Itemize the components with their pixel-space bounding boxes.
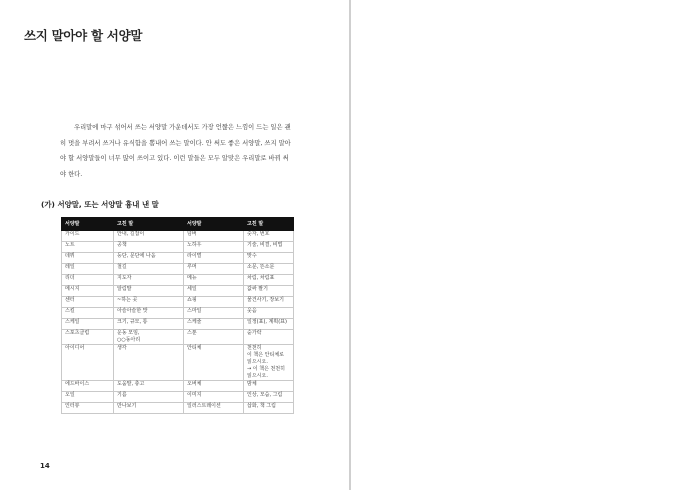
korean-word-cell: 소문, 뜬소문 — [244, 264, 294, 275]
vocab-row — [62, 297, 294, 308]
korean-word-cell: 크기, 규모, 통 — [114, 319, 184, 330]
foreign-word-cell: 레일 — [62, 264, 114, 275]
vocab-row — [62, 275, 294, 286]
korean-word-cell: 공책 — [114, 242, 184, 253]
korean-word-cell: 기술, 비결, 비법 — [244, 242, 294, 253]
left-page — [0, 0, 349, 490]
korean-word-cell: 값싸 팔기 — [244, 286, 294, 297]
foreign-word-cell: 스마일 — [184, 308, 244, 319]
vocab-row — [62, 392, 294, 403]
korean-word-cell: 등단, 문단에 나옴 — [114, 253, 184, 264]
foreign-word-cell: 오버체 — [184, 381, 244, 392]
foreign-word-cell: 인터뷰 — [62, 403, 114, 414]
header-korean-1: 고친 말 — [114, 218, 184, 231]
korean-word-cell: 맞수 — [244, 253, 294, 264]
vocab-table-body — [62, 231, 294, 414]
korean-word-cell: 인상, 모습, 그림 — [244, 392, 294, 403]
vocab-row — [62, 264, 294, 275]
foreign-word-cell: 아이디어 — [62, 345, 114, 381]
foreign-word-cell: 스푼 — [184, 330, 244, 345]
vocab-row — [62, 381, 294, 392]
korean-word-cell: 천천히 이 책은 안티체로 읽으시오. → 이 책은 천천히 읽으시오. — [244, 345, 294, 381]
foreign-word-cell: 메뉴 — [184, 275, 244, 286]
intro-paragraph — [60, 120, 294, 182]
vocab-row — [62, 253, 294, 264]
foreign-word-cell: 데뷔 — [62, 253, 114, 264]
foreign-word-cell: 스킬 — [62, 308, 114, 319]
page-title: 쓰지 말아야 할 서양말 — [24, 28, 143, 43]
korean-word-cell: 운동 모임, ○○동아리 — [114, 330, 184, 345]
korean-word-cell: 알림말 — [114, 286, 184, 297]
page-number-left: 14 — [40, 462, 50, 470]
korean-word-cell: 밤체 — [244, 381, 294, 392]
korean-word-cell: 아슬아슬한 맛 — [114, 308, 184, 319]
foreign-word-cell: 가이드 — [62, 231, 114, 242]
korean-word-cell: 철길 — [114, 264, 184, 275]
foreign-word-cell: 스포츠클럽 — [62, 330, 114, 345]
foreign-word-cell: 이미지 — [184, 392, 244, 403]
korean-word-cell: 지도자 — [114, 275, 184, 286]
right-page — [351, 0, 700, 490]
foreign-word-cell: 메시지 — [62, 286, 114, 297]
section-a-heading: (가) 서양말, 또는 서양말 흉내 낸 말 — [41, 200, 159, 209]
vocab-row — [62, 403, 294, 414]
vocab-table — [61, 217, 294, 414]
foreign-word-cell: 에드바이스 — [62, 381, 114, 392]
korean-word-cell: 안내, 길잡이 — [114, 231, 184, 242]
foreign-word-cell: 넘버 — [184, 231, 244, 242]
vocab-row — [62, 286, 294, 297]
korean-word-cell: 삽화, 책 그림 — [244, 403, 294, 414]
foreign-word-cell: 라이벌 — [184, 253, 244, 264]
vocab-row — [62, 319, 294, 330]
header-foreign-2: 서양말 — [184, 218, 244, 231]
korean-word-cell: 차림, 차림표 — [244, 275, 294, 286]
vocab-table-header — [62, 218, 294, 231]
foreign-word-cell: 쇼핑 — [184, 297, 244, 308]
korean-word-cell: 웃음 — [244, 308, 294, 319]
foreign-word-cell: 세일 — [184, 286, 244, 297]
korean-word-cell: 물건사기, 장보기 — [244, 297, 294, 308]
vocab-row — [62, 242, 294, 253]
korean-word-cell: 숫자, 번호 — [244, 231, 294, 242]
intro-text: 우리말에 마구 섞어서 쓰는 서양말 가운데서도 가장 언짢은 느낌이 드는 일은 괜히 멋을 부려서 쓰거나 유식함을 뽐내어 쓰는 말이다. 안 써도 좋은 서양말, 쓰지 말아야 할 서양말들이 너무 많이 쓰이고 있다. 이런 말들은 모두 알맞은 우리말로 바꿔 써야 한다. — [60, 124, 291, 178]
korean-word-cell: 도움말, 충고 — [114, 381, 184, 392]
vocab-row — [62, 308, 294, 319]
foreign-word-cell: 안티체 — [184, 345, 244, 381]
korean-word-cell: 숟가락 — [244, 330, 294, 345]
korean-word-cell: 기름 — [114, 392, 184, 403]
korean-word-cell: ~하는 곳 — [114, 297, 184, 308]
header-foreign-1: 서양말 — [62, 218, 114, 231]
foreign-word-cell: 노트 — [62, 242, 114, 253]
foreign-word-cell: 오일 — [62, 392, 114, 403]
korean-word-cell: 만나보기 — [114, 403, 184, 414]
foreign-word-cell: 일러스트레이션 — [184, 403, 244, 414]
foreign-word-cell: 스케줄 — [184, 319, 244, 330]
foreign-word-cell: 센터 — [62, 297, 114, 308]
vocab-row — [62, 330, 294, 345]
foreign-word-cell: 스케일 — [62, 319, 114, 330]
korean-word-cell: 생각 — [114, 345, 184, 381]
vocab-row — [62, 345, 294, 381]
header-korean-2: 고친 말 — [244, 218, 294, 231]
vocab-row — [62, 231, 294, 242]
korean-word-cell: 일정(표), 계획(표) — [244, 319, 294, 330]
foreign-word-cell: 리더 — [62, 275, 114, 286]
foreign-word-cell: 노하우 — [184, 242, 244, 253]
foreign-word-cell: 루머 — [184, 264, 244, 275]
